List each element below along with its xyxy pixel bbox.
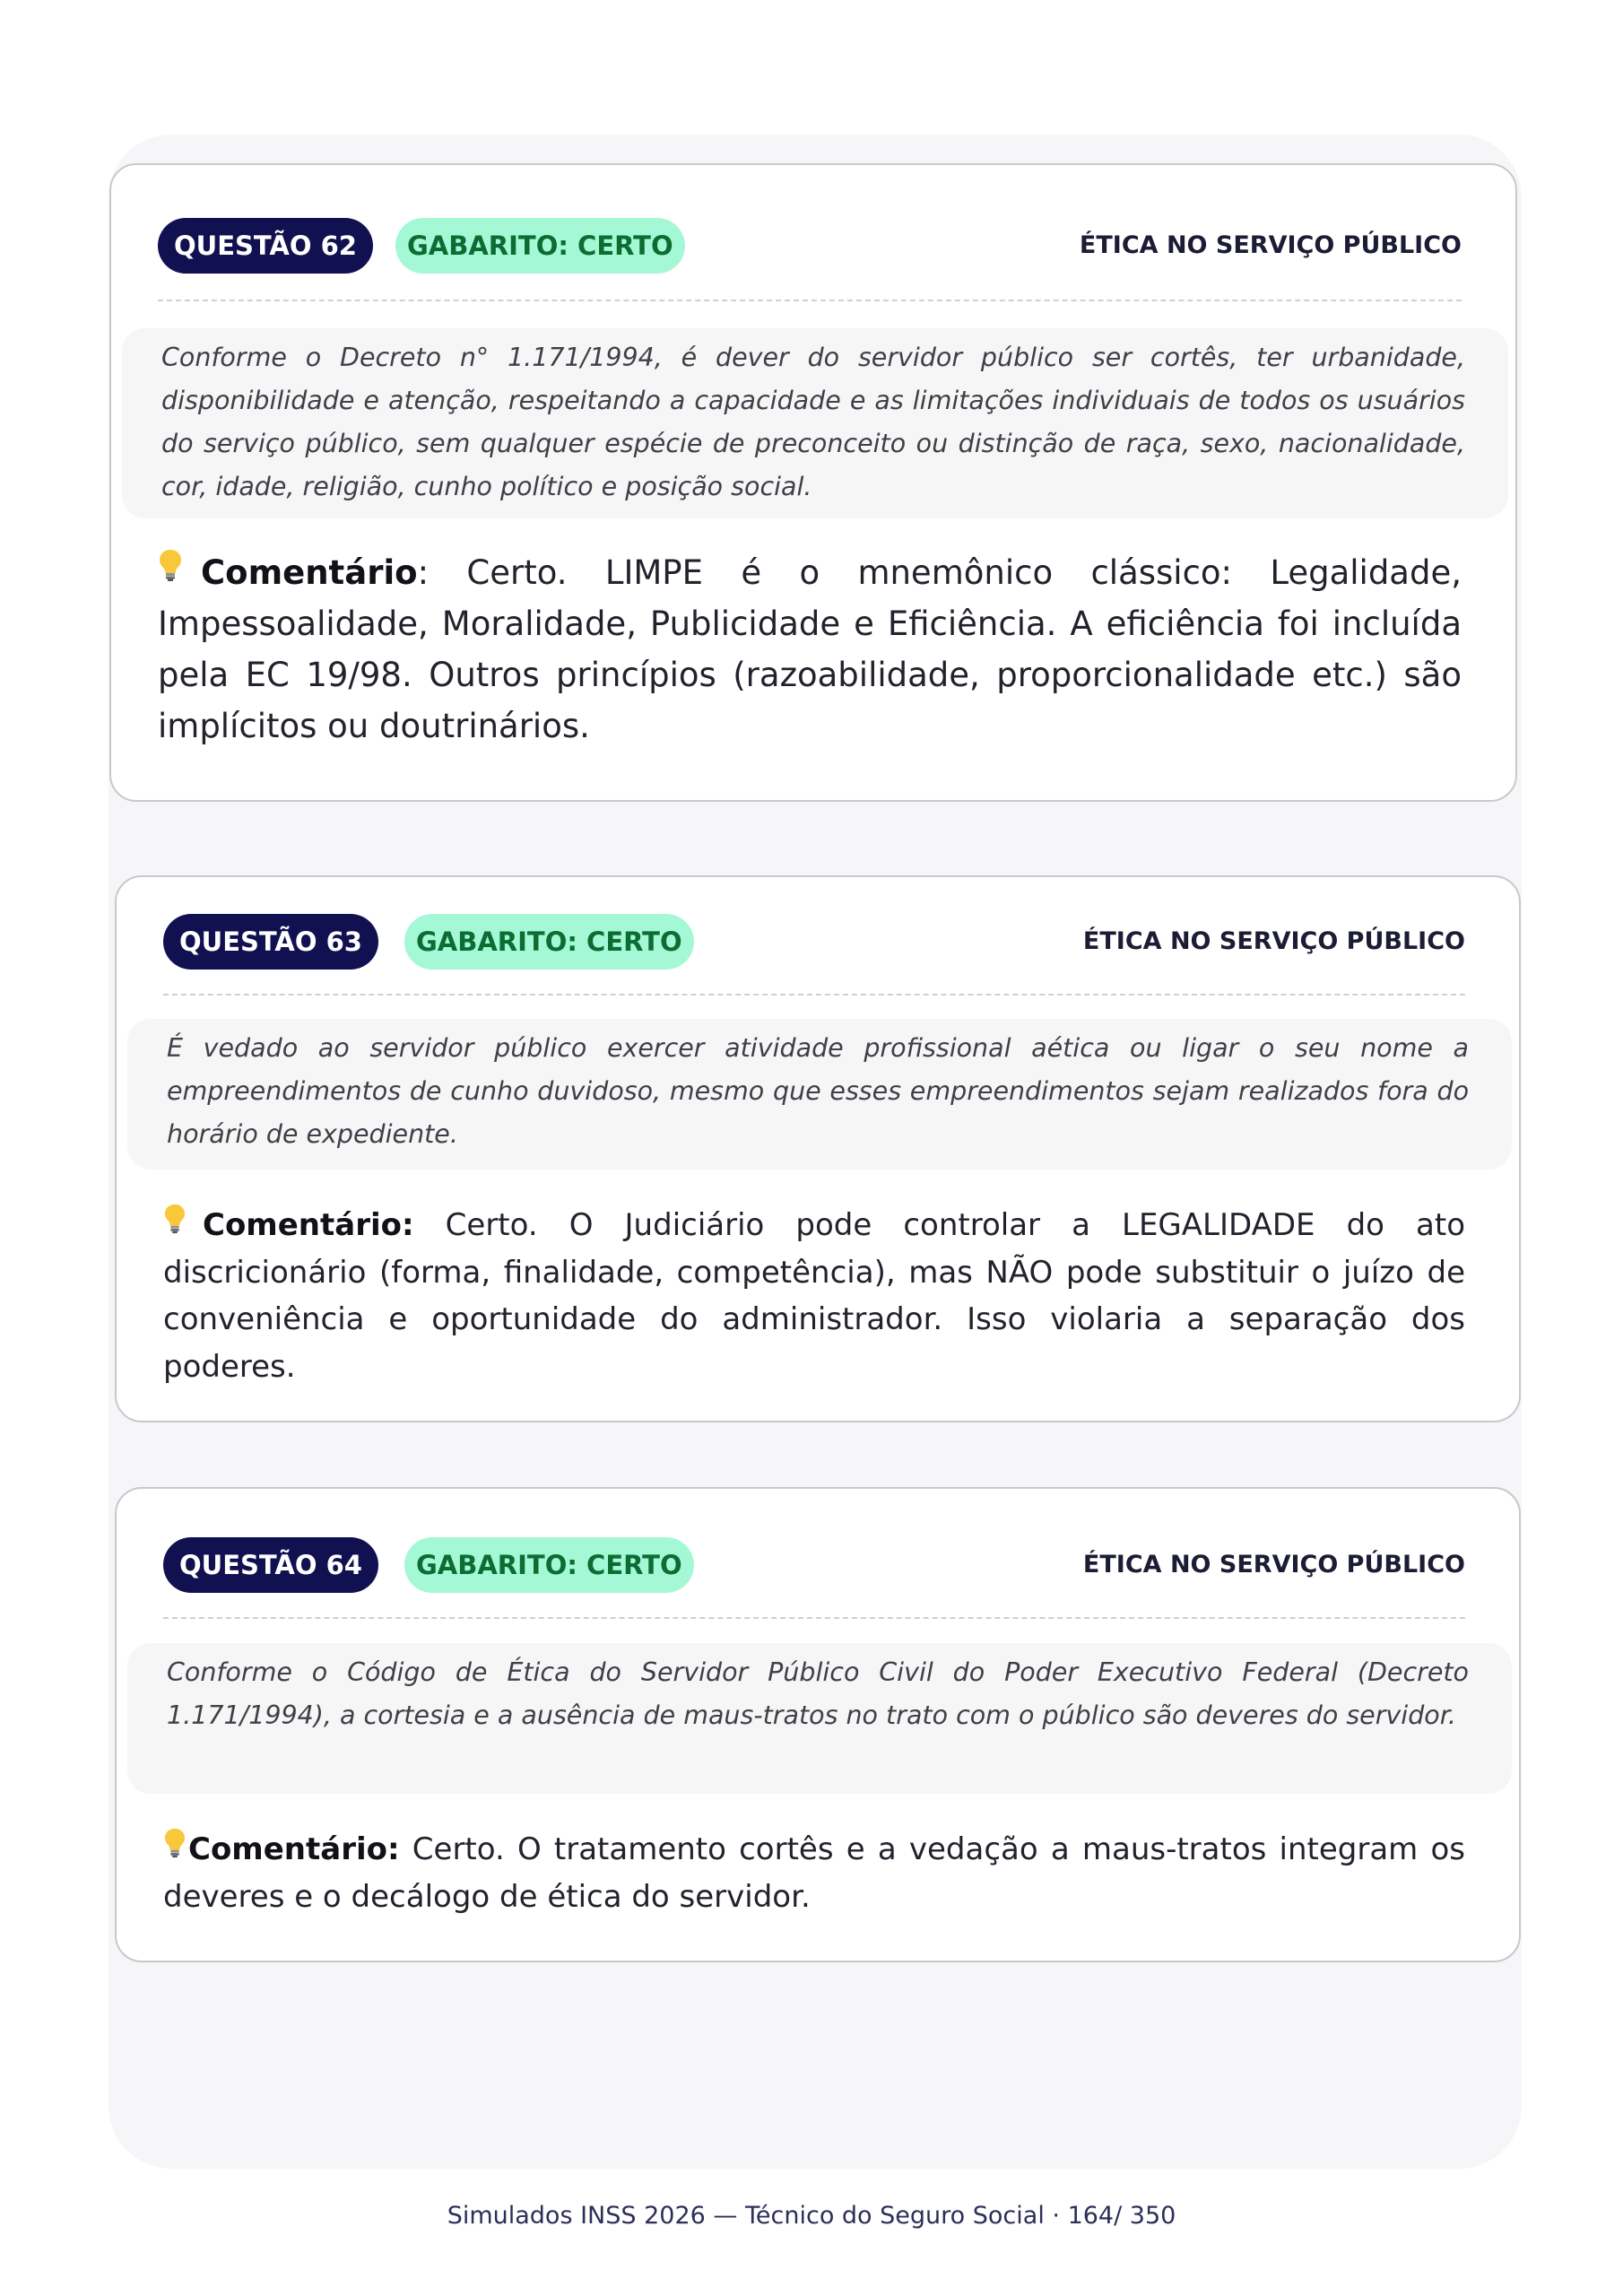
question-number-badge: QUESTÃO 62 [158, 218, 373, 274]
question-header [163, 1537, 1465, 1595]
answer-key-badge: GABARITO: CERTO [404, 1537, 694, 1593]
comment-label: Comentário: [203, 1207, 414, 1243]
question-statement: Conforme o Decreto n° 1.171/1994, é dever do servidor público ser cortês, ter urbanidade, disponibilidade e atenção, respeitando a capacidade e as limitações individuais de todos os usuários do serviço público, sem qualquer espécie de preconceito ou distinção de raça, sexo, nacionalidade, cor, idade, religião, cunho político e posição social. [161, 343, 1465, 501]
question-card-64 [115, 1487, 1521, 1962]
comment-separator: : [417, 553, 430, 592]
subject-label: ÉTICA NO SERVIÇO PÚBLICO [1082, 1551, 1465, 1578]
question-number-badge: QUESTÃO 64 [163, 1537, 378, 1593]
comment-text: Certo. LIMPE é o mnemônico clássico: Legalidade, Impessoalidade, Moralidade, Publicidade e Eficiência. A eficiência foi incluída pela EC 19/98. Outros princípios (razoabilidade, proporcionalidade etc.) são implícitos ou doutrinários. [158, 553, 1462, 745]
lightbulb-icon [158, 545, 183, 596]
question-card-62 [109, 163, 1517, 802]
comment-paragraph [163, 1826, 1465, 1920]
subject-label: ÉTICA NO SERVIÇO PÚBLICO [1079, 231, 1462, 259]
subject-label: ÉTICA NO SERVIÇO PÚBLICO [1082, 927, 1465, 955]
question-header [163, 914, 1465, 971]
question-statement: Conforme o Código de Ética do Servidor Público Civil do Poder Executivo Federal (Decreto 1.171/1994), a cortesia e a ausência de maus-tratos no trato com o público são deveres do servidor. [167, 1657, 1469, 1730]
answer-key-badge: GABARITO: CERTO [404, 914, 694, 970]
page-footer: Simulados INSS 2026 — Técnico do Seguro Social · 164/ 350 [447, 2202, 1176, 2230]
header-divider [158, 300, 1462, 301]
lightbulb-icon [163, 1825, 187, 1873]
question-statement-box [127, 1643, 1512, 1794]
header-divider [163, 1617, 1465, 1619]
question-statement-box [122, 328, 1508, 518]
comment-paragraph [158, 547, 1462, 752]
question-header [158, 218, 1462, 275]
question-number-badge: QUESTÃO 63 [163, 914, 378, 970]
answer-key-badge: GABARITO: CERTO [395, 218, 685, 274]
comment-text: Certo. O Judiciário pode controlar a LEGALIDADE do ato discricionário (forma, finalidade, competência), mas NÃO pode substituir o juízo de conveniência e oportunidade do administrador. Isso violaria a separação dos poderes. [163, 1207, 1465, 1385]
comment-label: Comentário [201, 553, 418, 592]
question-statement-box [127, 1019, 1512, 1170]
question-statement: É vedado ao servidor público exercer atividade profissional aética ou ligar o seu nome a empreendimentos de cunho duvidoso, mesmo que esses empreendimentos sejam realizados fora do horário de expediente. [167, 1033, 1469, 1149]
comment-label: Comentário: [188, 1831, 400, 1867]
question-card-63 [115, 875, 1521, 1422]
comment-text: Certo. O tratamento cortês e a vedação a maus-tratos integram os deveres e o decálogo de ética do servidor. [163, 1831, 1465, 1915]
header-divider [163, 994, 1465, 996]
lightbulb-icon [163, 1201, 187, 1248]
comment-paragraph [163, 1202, 1465, 1390]
